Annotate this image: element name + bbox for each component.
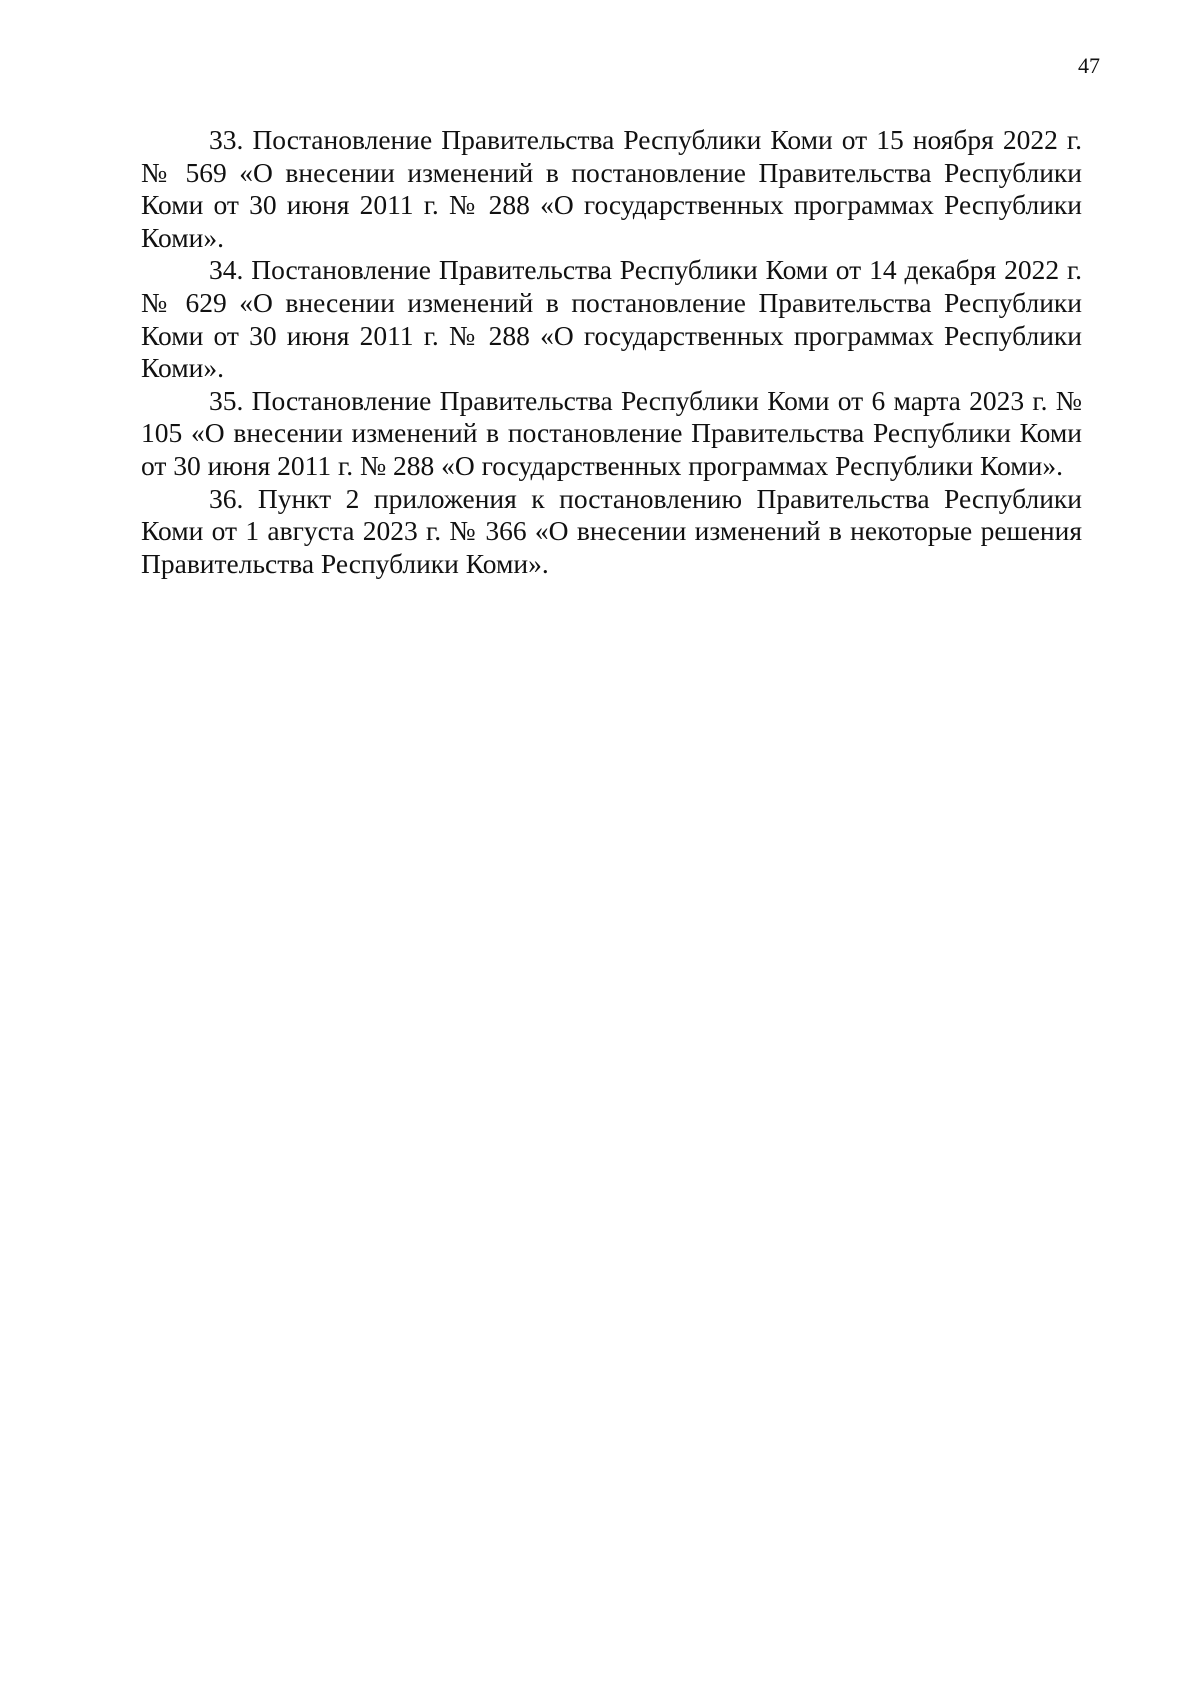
list-item: 36. Пункт 2 приложения к постановлению Правительства Республики Коми от 1 августа 2023 г. № 366 «О внесении изменений в некоторые решения Правительства Республики Коми».: [141, 482, 1082, 579]
list-item: 33. Постановление Правительства Республики Коми от 15 ноября 2022 г. № 569 «О внесении изменений в постановление Правительства Республики Коми от 30 июня 2011 г. № 288 «О государственных программах Республики Коми».: [141, 124, 1082, 253]
list-item: 34. Постановление Правительства Республики Коми от 14 декабря 2022 г. № 629 «О внесении изменений в постановление Правительства Республики Коми от 30 июня 2011 г. № 288 «О государственных программах Республики Коми».: [141, 254, 1082, 384]
list-item: 35. Постановление Правительства Республики Коми от 6 марта 2023 г. № 105 «О внесении изменений в постановление Правительства Республики Коми от 30 июня 2011 г. № 288 «О государственных программах Республики Коми».: [141, 384, 1082, 481]
page-number: 47: [1078, 53, 1100, 78]
document-body: [141, 124, 1082, 580]
